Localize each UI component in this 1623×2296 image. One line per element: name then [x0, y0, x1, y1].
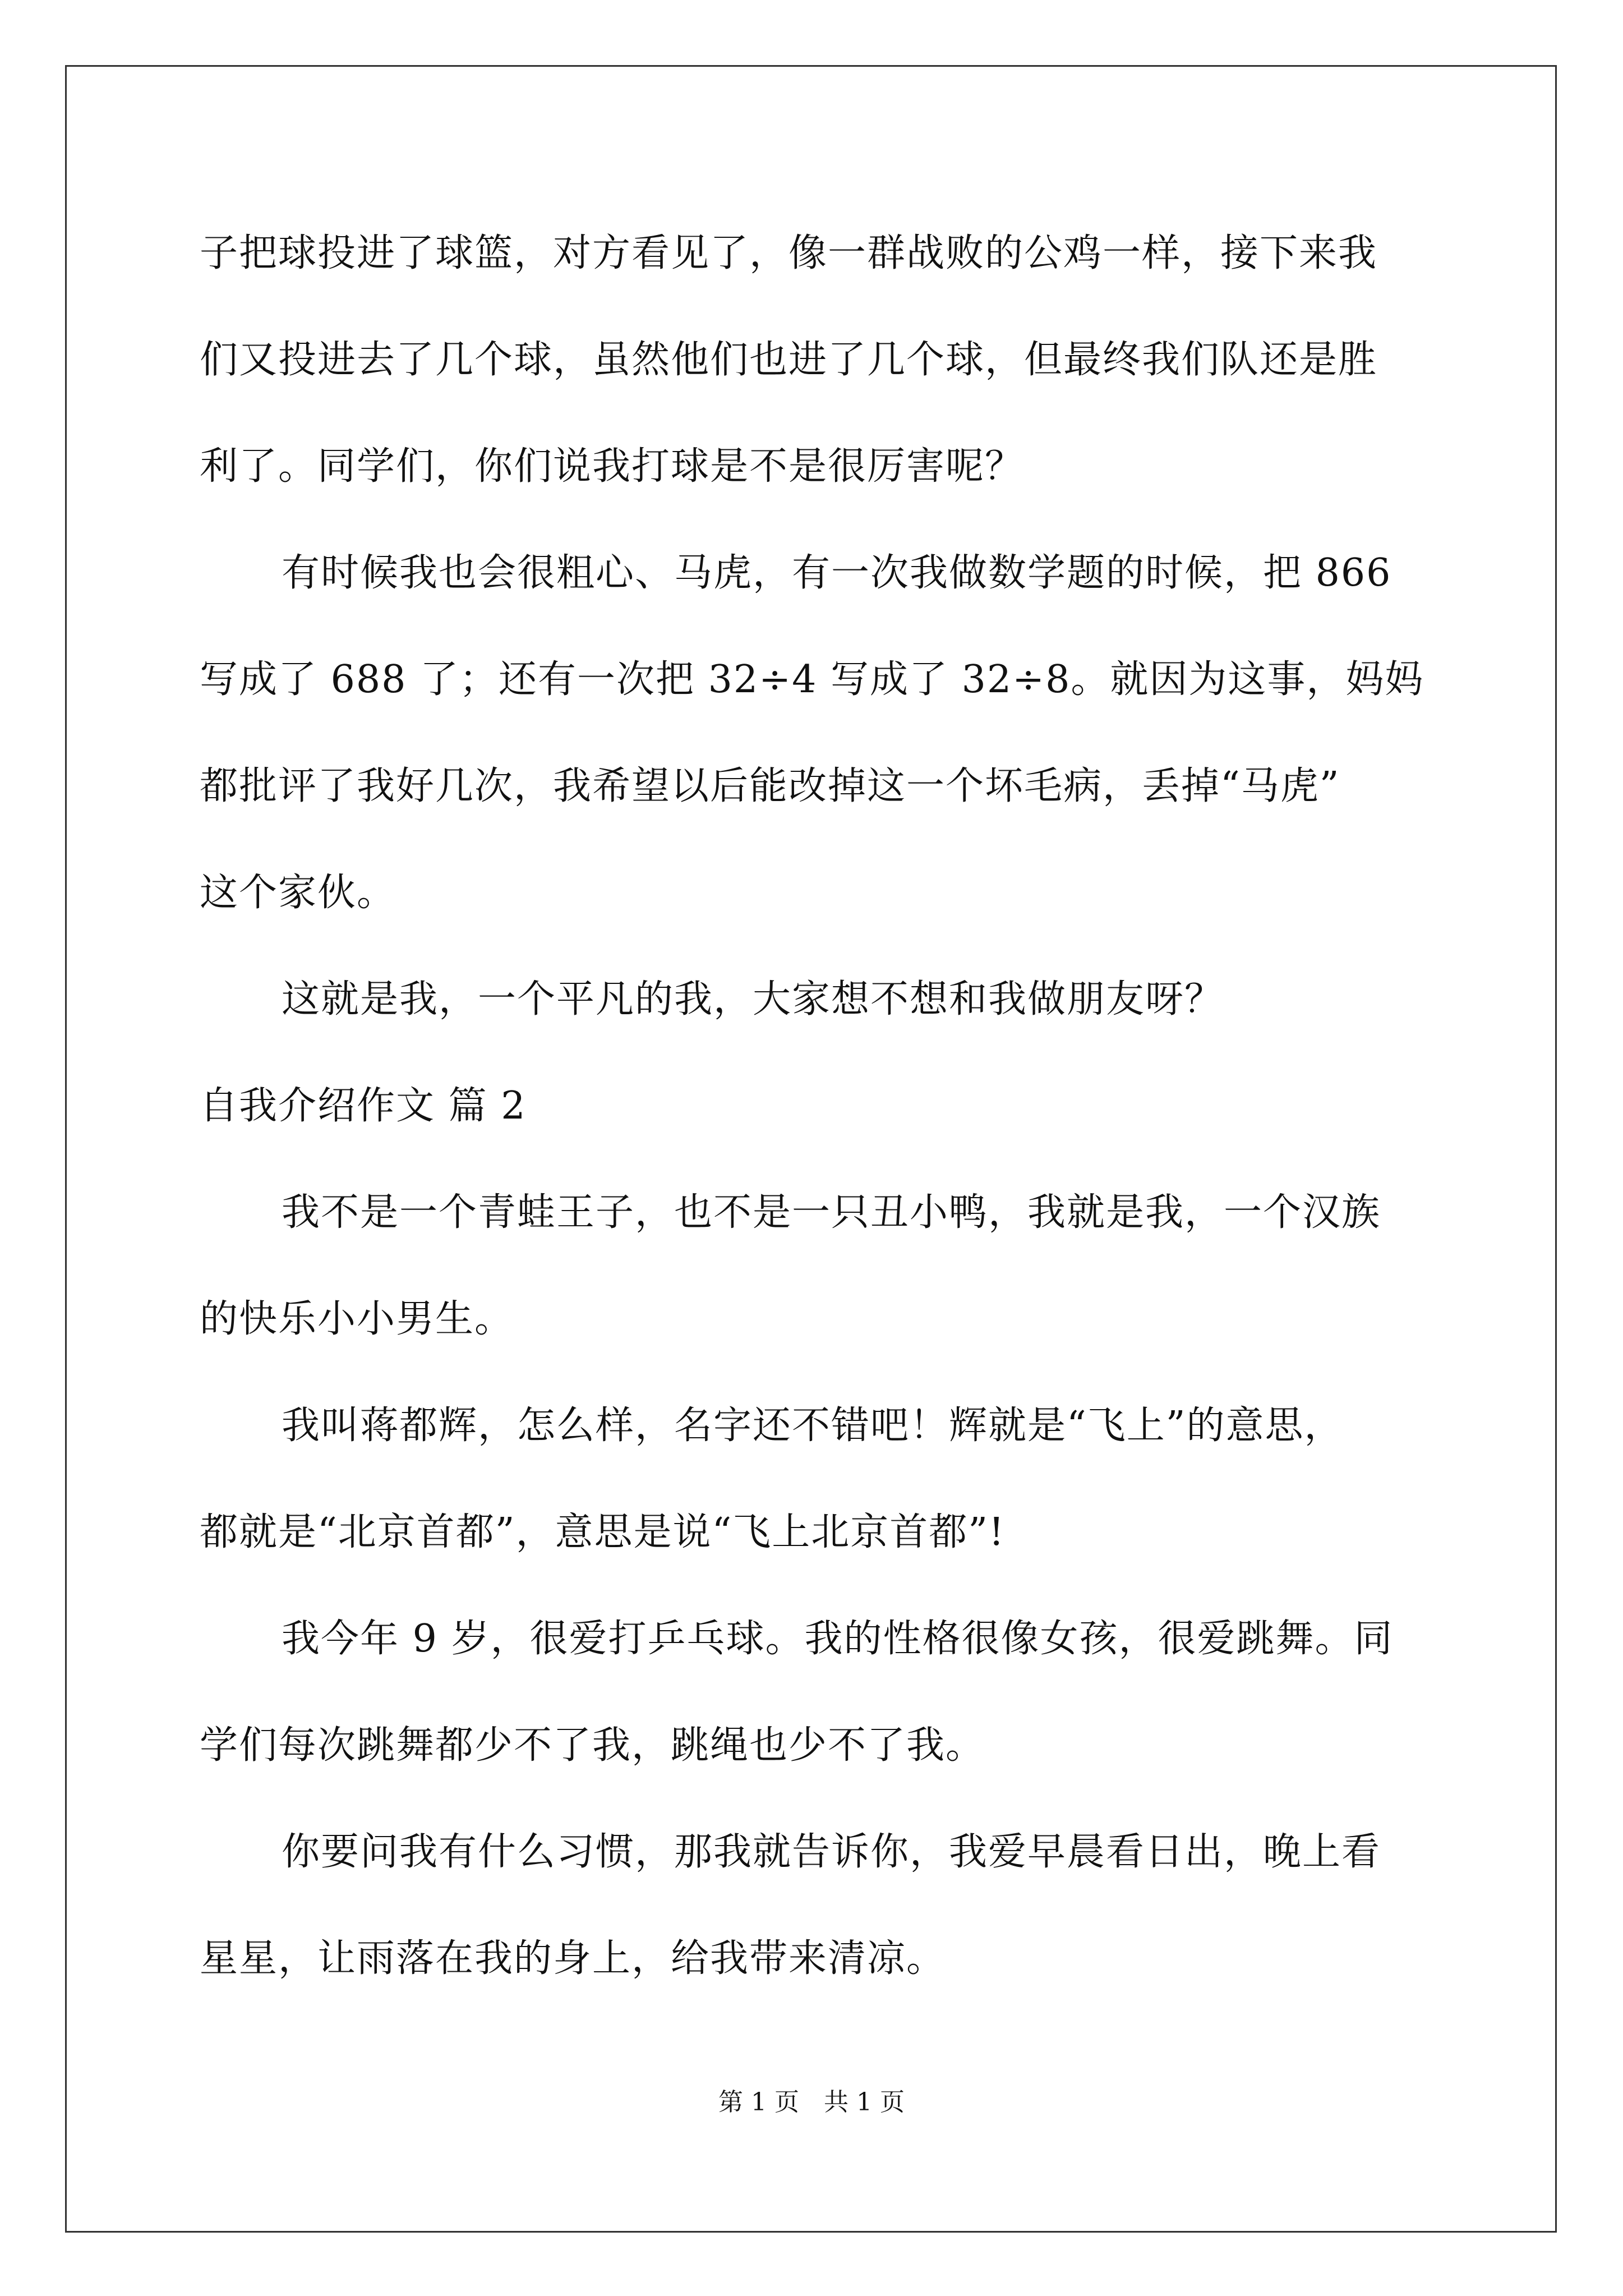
page-footer: 第 1 页 共 1 页	[718, 2088, 905, 2116]
paragraph-line: 我叫蒋都辉，怎么样，名字还不错吧！辉就是“飞上”的意思，	[282, 1404, 1344, 1448]
paragraph-line: 这个家伙。	[200, 871, 396, 915]
paragraph-line: 子把球投进了球篮，对方看见了，像一群战败的公鸡一样，接下来我	[200, 231, 1378, 275]
paragraph-line: 都就是“北京首都”，意思是说“飞上北京首都”!	[200, 1510, 1006, 1554]
paragraph-line: 有时候我也会很粗心、马虎，有一次我做数学题的时候，把 866	[282, 551, 1392, 595]
paragraph-line: 我不是一个青蛙王子，也不是一只丑小鸭，我就是我，一个汉族	[282, 1190, 1381, 1235]
paragraph-line: 都批评了我好几次，我希望以后能改掉这一个坏毛病，丢掉“马虎”	[200, 764, 1340, 808]
paragraph-line: 们又投进去了几个球，虽然他们也进了几个球，但最终我们队还是胜	[200, 338, 1378, 382]
paragraph-line: 这就是我，一个平凡的我，大家想不想和我做朋友呀？	[282, 977, 1224, 1022]
paragraph-line: 星星，让雨落在我的身上，给我带来清凉。	[200, 1936, 946, 1981]
paragraph-line: 我今年 9 岁，很爱打乒乓球。我的性格很像女孩，很爱跳舞。同	[282, 1617, 1394, 1661]
page-border	[65, 65, 1557, 2233]
paragraph-line: 你要问我有什么习惯，那我就告诉你，我爱早晨看日出，晚上看	[282, 1830, 1381, 1874]
section-heading: 自我介绍作文 篇 2	[200, 1084, 527, 1128]
paragraph-line: 写成了 688 了；还有一次把 32÷4 写成了 32÷8。就因为这事，妈妈	[200, 657, 1424, 702]
paragraph-line: 的快乐小小男生。	[200, 1297, 514, 1341]
paragraph-line: 学们每次跳舞都少不了我，跳绳也少不了我。	[200, 1723, 985, 1768]
paragraph-line: 利了。同学们，你们说我打球是不是很厉害呢？	[200, 444, 1025, 489]
